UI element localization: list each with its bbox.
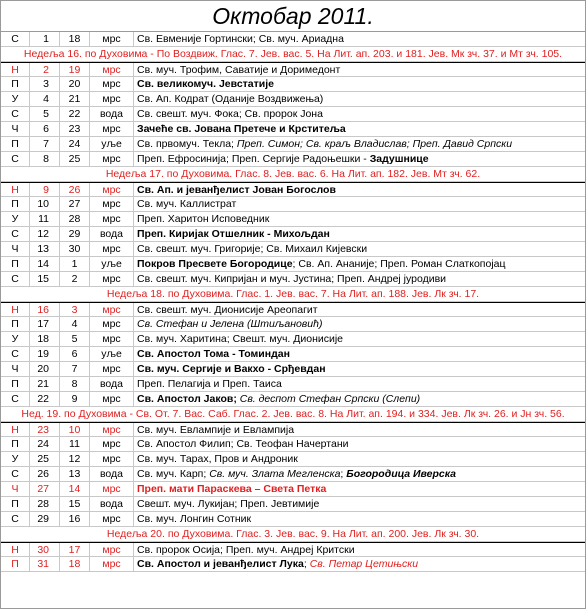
old-date-cell: 25 [60,152,90,166]
day-row [1,347,585,362]
day-row [1,452,585,467]
new-date-cell: 17 [30,317,60,331]
new-date-cell: 30 [30,543,60,556]
saints-cell [134,377,585,391]
saint-text: Св. свешт. муч. Дионисије Ареопагит [137,304,318,316]
weekday-cell: Ч [1,362,30,376]
old-date-cell: 14 [60,482,90,496]
new-date-cell: 27 [30,482,60,496]
new-date-cell: 6 [30,122,60,136]
new-date-cell: 2 [30,63,60,76]
saints-cell [134,197,585,211]
saint-text: Задушнице [369,153,429,165]
old-date-cell: 5 [60,332,90,346]
saint-text: Св. Апостол Јаков; [137,393,240,405]
new-date-cell: 3 [30,77,60,91]
day-row [1,242,585,257]
weekday-cell: Н [1,63,30,76]
new-date-cell: 4 [30,92,60,106]
saints-cell [134,482,585,496]
saint-text: Св. муч. Лонгин Сотник [137,513,252,525]
day-row [1,482,585,497]
new-date-cell: 21 [30,377,60,391]
weekday-cell: П [1,377,30,391]
saint-text: Св. муч. Трофим, Саватије и Доримедонт [137,64,341,76]
weekday-cell: С [1,347,30,361]
day-row [1,197,585,212]
old-date-cell: 28 [60,212,90,226]
saint-text: Преп. мати Параскева – Света Петка [137,483,327,495]
old-date-cell: 29 [60,227,90,241]
old-date-cell: 10 [60,423,90,436]
new-date-cell: 14 [30,257,60,271]
fast-cell: мрс [90,77,134,91]
saint-text: Преп. Харитон Исповедник [137,213,270,225]
new-date-cell: 11 [30,212,60,226]
weekday-cell: С [1,227,30,241]
calendar-body [1,32,585,572]
old-date-cell: 3 [60,303,90,316]
old-date-cell: 1 [60,257,90,271]
saint-text: Св. муч. Тарах, Пров и Андроник [137,453,298,465]
week-header: Недеља 17. по Духовима. Глас. 8. Јев. вас. 6. На Лит. ап. 182. Јев. Мт зч. 62. [1,167,585,182]
new-date-cell: 10 [30,197,60,211]
day-row [1,467,585,482]
weekday-cell: С [1,272,30,286]
saint-text: Св. Апостол Филип; Св. Теофан Начертани [137,438,349,450]
saints-cell [134,107,585,121]
day-row [1,182,585,197]
saint-text: Свешт. муч. Лукијан; Преп. Јевтимије [137,498,320,510]
saints-cell [134,437,585,451]
saints-cell [134,183,585,196]
day-row [1,317,585,332]
saints-cell [134,332,585,346]
weekday-cell: Н [1,183,30,196]
day-row [1,497,585,512]
old-date-cell: 20 [60,77,90,91]
saints-cell [134,512,585,526]
fast-cell: мрс [90,303,134,316]
saint-text: Св. Петар Цетињски [309,558,419,570]
saints-cell [134,242,585,256]
old-date-cell: 4 [60,317,90,331]
old-date-cell: 13 [60,467,90,481]
weekday-cell: У [1,452,30,466]
day-row [1,77,585,92]
new-date-cell: 20 [30,362,60,376]
new-date-cell: 25 [30,452,60,466]
fast-cell: вода [90,467,134,481]
day-row [1,377,585,392]
saint-text: Св. муч. Евлампије и Евлампија [137,424,295,436]
day-row [1,272,585,287]
new-date-cell: 24 [30,437,60,451]
saints-cell [134,152,585,166]
new-date-cell: 1 [30,32,60,46]
day-row [1,227,585,242]
saint-text: Св. свешт. муч. Кипријан и муч. Јустина; Преп. Андреј јуродиви [137,273,447,285]
old-date-cell: 7 [60,362,90,376]
new-date-cell: 29 [30,512,60,526]
calendar-title: Октобар 2011. [1,1,585,32]
day-row [1,362,585,377]
saint-text: Св. свешт. муч. Григорије; Св. Михаил Кијевски [137,243,368,255]
weekday-cell: Ч [1,242,30,256]
fast-cell: мрс [90,63,134,76]
old-date-cell: 23 [60,122,90,136]
day-row [1,512,585,527]
weekday-cell: П [1,437,30,451]
fast-cell: уље [90,257,134,271]
saint-text: ; [303,558,310,570]
new-date-cell: 13 [30,242,60,256]
old-date-cell: 12 [60,452,90,466]
day-row [1,557,585,572]
weekday-cell: С [1,467,30,481]
old-date-cell: 18 [60,32,90,46]
fast-cell: мрс [90,557,134,571]
old-date-cell: 17 [60,543,90,556]
fast-cell: уље [90,347,134,361]
fast-cell: мрс [90,242,134,256]
saints-cell [134,497,585,511]
day-row [1,392,585,407]
saints-cell [134,137,585,151]
fast-cell: мрс [90,437,134,451]
saints-cell [134,557,585,571]
weekday-cell: П [1,77,30,91]
day-row [1,212,585,227]
fast-cell: вода [90,107,134,121]
fast-cell: мрс [90,332,134,346]
week-header: Недеља 18. по Духовима. Глас. 1. Јев. вас. 7. На Лит. ап. 188. Јев. Лк зч. 17. [1,287,585,302]
day-row [1,422,585,437]
saint-text: Св. свешт. муч. Фока; Св. пророк Јона [137,108,323,120]
old-date-cell: 22 [60,107,90,121]
saints-cell [134,227,585,241]
fast-cell: мрс [90,423,134,436]
fast-cell: мрс [90,362,134,376]
saints-cell [134,347,585,361]
saints-cell [134,77,585,91]
saint-text: Св. пророк Осија; Преп. муч. Андреј Критски [137,544,355,556]
old-date-cell: 26 [60,183,90,196]
week-header: Недеља 20. по Духовима. Глас. 3. Јев. вас. 9. На Лит. ап. 200. Јев. Лк зч. 30. [1,527,585,542]
saint-text: Преп. Ефросинија; Преп. Сергије Радоњешки - [137,153,370,165]
fast-cell: мрс [90,272,134,286]
fast-cell: вода [90,377,134,391]
fast-cell: уље [90,137,134,151]
weekday-cell: У [1,332,30,346]
new-date-cell: 18 [30,332,60,346]
weekday-cell: Н [1,543,30,556]
fast-cell: мрс [90,452,134,466]
old-date-cell: 21 [60,92,90,106]
weekday-cell: П [1,557,30,571]
fast-cell: мрс [90,197,134,211]
weekday-cell: С [1,152,30,166]
day-row [1,257,585,272]
saint-text: Св. Евменије Гортински; Св. муч. Ариадна [137,33,344,45]
new-date-cell: 15 [30,272,60,286]
day-row [1,122,585,137]
weekday-cell: С [1,512,30,526]
weekday-cell: У [1,92,30,106]
saints-cell [134,423,585,436]
week-header: Недеља 16. по Духовима - По Воздвиж. Глас. 7. Јев. вас. 5. На Лит. ап. 203. и 181. Јев. Мк зч. 37. и Мт зч. 105. [1,47,585,62]
saint-text: Преп. Киријак Отшелник - Михољдан [137,228,330,240]
day-row [1,92,585,107]
weekday-cell: Ч [1,482,30,496]
new-date-cell: 19 [30,347,60,361]
saints-cell [134,63,585,76]
fast-cell: мрс [90,92,134,106]
saints-cell [134,452,585,466]
weekday-cell: Ч [1,122,30,136]
saint-text: Св. првомуч. Текла; [137,138,237,150]
fast-cell: мрс [90,482,134,496]
saint-text: ; Св. Ап. Ананије; Преп. Роман Слаткопојац [292,258,506,270]
saint-text: Преп. Пелагија и Преп. Таиса [137,378,282,390]
saint-text: Богородица Иверска [346,468,457,480]
fast-cell: вода [90,497,134,511]
saint-text: Св. Ап. и јеванђелист Јован Богослов [137,184,336,196]
old-date-cell: 9 [60,392,90,406]
weekday-cell: П [1,257,30,271]
day-row [1,332,585,347]
new-date-cell: 8 [30,152,60,166]
fast-cell: мрс [90,152,134,166]
old-date-cell: 2 [60,272,90,286]
saint-text: Св. муч. Карп; [137,468,210,480]
old-date-cell: 19 [60,63,90,76]
old-date-cell: 30 [60,242,90,256]
old-date-cell: 27 [60,197,90,211]
saint-text: Св. Апостол Тома - Томиндан [137,348,290,360]
weekday-cell: С [1,107,30,121]
new-date-cell: 16 [30,303,60,316]
new-date-cell: 22 [30,392,60,406]
day-row [1,137,585,152]
saint-text: Преп. Симон; Св. краљ Владислав; Преп. Давид Српски [236,138,513,150]
saints-cell [134,543,585,556]
saint-text: Покров Пресвете Богородице [137,258,293,270]
old-date-cell: 24 [60,137,90,151]
day-row [1,32,585,47]
saint-text: Св. Ап. Кодрат (Оданије Воздвижења) [137,93,324,105]
saint-text: Св. муч. Каллистрат [137,198,237,210]
saint-text: Св. муч. Злата Мегленска [209,468,341,480]
day-row [1,302,585,317]
weekday-cell: С [1,392,30,406]
saints-cell [134,32,585,46]
saints-cell [134,272,585,286]
fast-cell: мрс [90,122,134,136]
old-date-cell: 8 [60,377,90,391]
saints-cell [134,212,585,226]
day-row [1,542,585,557]
fast-cell: вода [90,227,134,241]
fast-cell: мрс [90,32,134,46]
saints-cell [134,317,585,331]
weekday-cell: Н [1,423,30,436]
saint-text: ; [340,468,347,480]
old-date-cell: 18 [60,557,90,571]
old-date-cell: 16 [60,512,90,526]
day-row [1,152,585,167]
weekday-cell: П [1,197,30,211]
fast-cell: мрс [90,317,134,331]
old-date-cell: 6 [60,347,90,361]
saints-cell [134,392,585,406]
new-date-cell: 28 [30,497,60,511]
day-row [1,107,585,122]
fast-cell: мрс [90,543,134,556]
weekday-cell: С [1,32,30,46]
saint-text: Зачеће св. Јована Претече и Крститеља [137,123,346,135]
new-date-cell: 26 [30,467,60,481]
new-date-cell: 7 [30,137,60,151]
fast-cell: мрс [90,512,134,526]
saint-text: Св. муч. Харитина; Свешт. муч. Дионисије [137,333,344,345]
weekday-cell: У [1,212,30,226]
saints-cell [134,362,585,376]
saints-cell [134,467,585,481]
saints-cell [134,303,585,316]
weekday-cell: П [1,137,30,151]
old-date-cell: 15 [60,497,90,511]
weekday-cell: П [1,497,30,511]
fast-cell: мрс [90,212,134,226]
saint-text: Св. великомуч. Јевстатије [137,78,274,90]
saint-text: Св. муч. Сергије и Вакхо - Срђевдан [137,363,326,375]
day-row [1,437,585,452]
weekday-cell: Н [1,303,30,316]
fast-cell: мрс [90,392,134,406]
saint-text: Св. Стефан и Јелена (Штиљановић) [137,318,323,330]
saints-cell [134,257,585,271]
saints-cell [134,92,585,106]
saint-text: Св. Апостол и јеванђелист Лука [137,558,304,570]
new-date-cell: 5 [30,107,60,121]
fast-cell: мрс [90,183,134,196]
new-date-cell: 12 [30,227,60,241]
new-date-cell: 23 [30,423,60,436]
week-header: Нед. 19. по Духовима - Св. От. 7. Вас. Саб. Глас. 2. Јев. вас. 8. На Лит. ап. 194. и 334. Јев. Лк зч. 26. и Јн зч. 56. [1,407,585,422]
saints-cell [134,122,585,136]
saint-text: Св. деспот Стефан Српски (Слепи) [239,393,421,405]
day-row [1,62,585,77]
new-date-cell: 31 [30,557,60,571]
weekday-cell: П [1,317,30,331]
new-date-cell: 9 [30,183,60,196]
old-date-cell: 11 [60,437,90,451]
